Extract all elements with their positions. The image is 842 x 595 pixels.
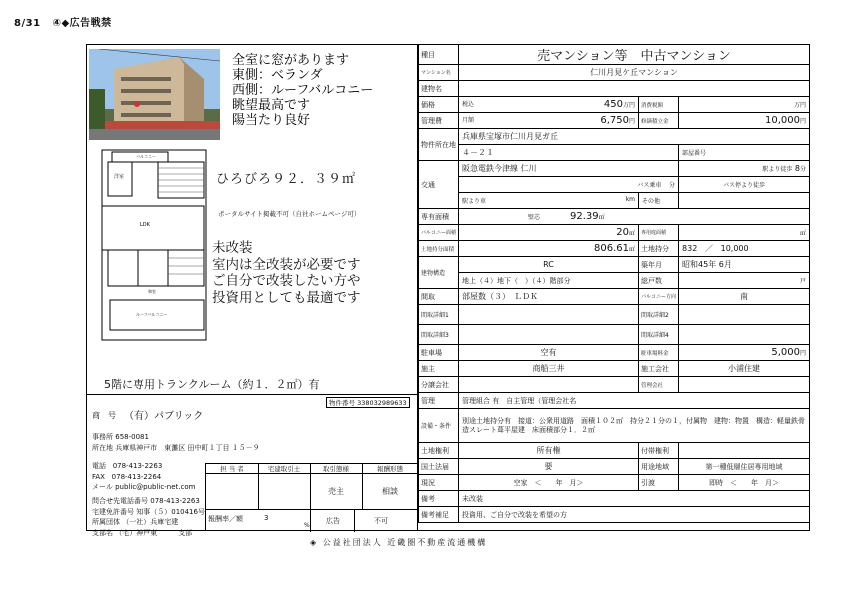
mgmt-value bbox=[600, 115, 635, 126]
detail1-label: 間取詳細1 bbox=[419, 305, 459, 325]
agent-address: 兵庫県神戸市 東灘区 田中町１丁目 １５－９ bbox=[115, 443, 260, 452]
mgmt-form-label: 管理 bbox=[419, 393, 459, 409]
feature-2: 東側：ベランダ bbox=[232, 68, 323, 83]
header-date: 8/31 bbox=[14, 18, 41, 29]
company-name: （有）パブリック bbox=[124, 411, 204, 422]
facility-value: 別途土地持分有 接道：公衆用道路 面積１０２㎡ 持分２１分の１，付属物 建物：物置 構造：軽量鉄骨造スレート葺平屋建 床面積部分１．２㎡ bbox=[459, 409, 810, 443]
detail2-cell bbox=[679, 305, 810, 325]
detail4-cell bbox=[679, 325, 810, 345]
fee-unit: % bbox=[304, 522, 310, 529]
price-prefix: 税込 bbox=[462, 101, 475, 108]
detail2-label: 間取詳細2 bbox=[639, 305, 679, 325]
builder-label: 施主 bbox=[419, 361, 459, 377]
balcony-dir: 南 bbox=[679, 289, 810, 305]
area-callout: ひろびろ９２．３９㎡ bbox=[216, 172, 357, 187]
layout-label: 間取 bbox=[419, 289, 459, 305]
builder-value: 商船三井 bbox=[459, 361, 639, 377]
manager-co-label: 管理会社 bbox=[639, 377, 679, 393]
fp-label-wa: 和室 bbox=[148, 289, 156, 294]
vline bbox=[354, 509, 355, 532]
agent-contact: 078-413-2263 bbox=[150, 496, 200, 505]
type-label: 種目 bbox=[419, 45, 459, 65]
feature-3: 西側：ルーフバルコニー bbox=[232, 83, 374, 98]
bus-stop-label: バス停より徒歩 bbox=[679, 177, 810, 193]
plan-law: 要 bbox=[459, 459, 639, 475]
area-label: 専有面積 bbox=[419, 209, 459, 225]
assoc-label: 所属団体 bbox=[92, 518, 120, 527]
agent-table bbox=[205, 463, 418, 531]
balcony-label: バルコニー面積 bbox=[419, 225, 459, 241]
detail3-label: 間取詳細3 bbox=[419, 325, 459, 345]
col-person: 担 当 者 bbox=[206, 464, 259, 474]
car-unit: km bbox=[625, 196, 636, 203]
private-label: 専用庭面積 bbox=[639, 225, 679, 241]
fp-label-west: 洋室 bbox=[114, 174, 125, 180]
landrent-label: 付帯権利 bbox=[639, 443, 679, 459]
mgmt-prefix: 月額 bbox=[462, 117, 475, 124]
mansion-name: 仁川月見ケ丘マンション bbox=[459, 65, 810, 81]
agent-mail[interactable]: public@public-net.com bbox=[115, 483, 196, 492]
detail4-label: 間取詳細4 bbox=[639, 325, 679, 345]
zone: 第一種低層住居専用地域 bbox=[679, 459, 810, 475]
trunk-room-note: 5階に専用トランクルーム（約１．２㎡）有 bbox=[104, 378, 320, 391]
hline bbox=[206, 509, 418, 510]
property-table bbox=[418, 44, 810, 523]
tel-label: 電話 bbox=[92, 462, 106, 471]
tax-label: 消費税額 bbox=[639, 97, 679, 113]
other-label: その他 bbox=[639, 193, 679, 209]
header-code: ④◆広告戦禁 bbox=[52, 18, 112, 29]
floors-value: 地上（４）地下（ ）（４）階部分 bbox=[459, 273, 639, 289]
trade-value: 売主 bbox=[328, 487, 344, 496]
mail-label: メール bbox=[92, 483, 113, 492]
contractor-value: 小浦住建 bbox=[679, 361, 810, 377]
parking-value: 空有 bbox=[459, 345, 639, 361]
delivery: 即時 ＜ 年 月＞ bbox=[679, 475, 810, 491]
company-label: 商 号 bbox=[92, 411, 116, 420]
agent-license: 知事（５）010416号 bbox=[136, 507, 205, 516]
contractor-label: 施工会社 bbox=[639, 361, 679, 377]
share-a: 832 bbox=[682, 244, 698, 253]
status-label: 現況 bbox=[419, 475, 459, 491]
col-style: 報酬形態 bbox=[362, 464, 418, 474]
loc-label: 物件所在地 bbox=[419, 129, 459, 161]
mgmt-label: 管理費 bbox=[419, 113, 459, 129]
tax-unit: 万円 bbox=[679, 97, 810, 113]
fee-value: 3 bbox=[264, 514, 269, 522]
bus-label: バス乗車 bbox=[637, 182, 662, 189]
note-label: 備考 bbox=[419, 491, 459, 507]
detail3-cell bbox=[459, 325, 639, 345]
facility-label: 設備・条件 bbox=[419, 409, 459, 443]
license-label: 宅建免許番号 bbox=[92, 507, 134, 516]
property-type: 売マンション等 中古マンション bbox=[459, 45, 810, 65]
ad-label: 広告 bbox=[326, 517, 340, 525]
land-right: 所有権 bbox=[459, 443, 639, 459]
share-label: 土地持分 bbox=[639, 241, 679, 257]
branch-label: 支部名 bbox=[92, 528, 113, 537]
remark-1: 未改装 bbox=[212, 240, 253, 256]
agent-fax: 078-413-2264 bbox=[111, 472, 162, 481]
footer-text: 公益社団法人 近畿圏不動産流通機構 bbox=[322, 538, 488, 547]
land-label: 土地持分面積 bbox=[419, 241, 459, 257]
seller-cell bbox=[459, 377, 639, 393]
footer-logo-icon: ◈ bbox=[310, 538, 319, 547]
parking-fee-unit: 円 bbox=[799, 350, 806, 357]
area-unit: ㎡ bbox=[598, 214, 605, 221]
agent-assoc: （一社）兵庫宅建 bbox=[122, 518, 179, 527]
building-label: 建物名 bbox=[419, 81, 459, 97]
address-1: 兵庫県宝塚市仁川月見ガ丘 bbox=[459, 129, 810, 145]
divider bbox=[86, 394, 418, 395]
parking-fee: 5,000 bbox=[771, 347, 800, 358]
building-name-cell bbox=[459, 81, 810, 97]
balcony-unit: ㎡ bbox=[629, 230, 636, 237]
ad-value: 不可 bbox=[374, 517, 388, 525]
traffic-label: 交通 bbox=[419, 161, 459, 209]
office-label: 事務所 bbox=[92, 433, 113, 441]
building-photo bbox=[89, 49, 220, 140]
remarks-block bbox=[212, 240, 361, 306]
status: 空家 ＜ 年 月＞ bbox=[459, 475, 639, 491]
price-number: 450 bbox=[603, 99, 624, 110]
zone-label: 用途地域 bbox=[639, 459, 679, 475]
fee-label: 報酬率／額 bbox=[208, 515, 243, 523]
kana-label: マンション名 bbox=[419, 65, 459, 81]
col-trade: 取引態様 bbox=[310, 464, 363, 474]
room-no-label: 部屋番号 bbox=[679, 145, 810, 161]
features-list bbox=[232, 53, 373, 128]
station: 阪急電鉄今津線 仁川 bbox=[459, 161, 679, 177]
seller-label: 分譲会社 bbox=[419, 377, 459, 393]
delivery-label: 引渡 bbox=[639, 475, 679, 491]
share-sep: ／ bbox=[704, 244, 713, 253]
style-value: 相談 bbox=[382, 487, 398, 496]
fp-label-ldk: LDK bbox=[140, 222, 150, 228]
remark-4: 投資用としても最適です bbox=[212, 289, 361, 306]
struct-value: RC bbox=[459, 257, 639, 273]
mgmt-form: 管理組合 有 自主管理（管理会社名 bbox=[459, 393, 810, 409]
remark-3: ご自分で改装したい方や bbox=[212, 273, 361, 289]
vline bbox=[258, 473, 259, 509]
doc-number: 物件番号 338032989633 bbox=[326, 397, 410, 408]
land-unit: ㎡ bbox=[629, 246, 636, 253]
built-label: 築年月 bbox=[639, 257, 679, 273]
layout-value: 部屋数（３） ＬＤＫ bbox=[459, 289, 639, 305]
parking-fee-label: 駐車場料金 bbox=[639, 345, 679, 361]
repair-value: 10,000 bbox=[764, 115, 800, 126]
fax-label: FAX bbox=[92, 472, 105, 481]
price-label: 価格 bbox=[419, 97, 459, 113]
units-unit: 戸 bbox=[679, 273, 810, 289]
balcony-value: 20 bbox=[616, 227, 630, 238]
parking-label: 駐車場 bbox=[419, 345, 459, 361]
note: 未改装 bbox=[459, 491, 810, 507]
office-zip: 658-0081 bbox=[115, 433, 149, 441]
landrent-cell bbox=[679, 443, 810, 459]
vline bbox=[310, 509, 311, 532]
area-prefix: 壁芯 bbox=[528, 214, 541, 221]
private-unit: ㎡ bbox=[679, 225, 810, 241]
footer-org bbox=[310, 537, 487, 548]
struct-label: 建物構造 bbox=[419, 257, 459, 289]
contact-label: 問合せ先電話番号 bbox=[92, 496, 148, 505]
land-right-label: 土地権利 bbox=[419, 443, 459, 459]
land-value: 806.61 bbox=[594, 243, 630, 254]
addr-label: 所在地 bbox=[92, 443, 113, 452]
walk-value: 8 bbox=[794, 164, 800, 173]
bus-min: 分 bbox=[669, 182, 676, 189]
agent-branch: （宅）神戸東 支部 bbox=[115, 528, 193, 537]
price-value bbox=[604, 99, 635, 110]
portal-note: ポータルサイト掲載不可（自社ホームページ可） bbox=[218, 210, 361, 218]
fp-label-balcony: バルコニー bbox=[136, 154, 156, 159]
units-label: 総戸数 bbox=[639, 273, 679, 289]
feature-1: 全室に窓があります bbox=[232, 53, 350, 68]
walk-unit: 分 bbox=[799, 166, 806, 173]
area-value: 92.39 bbox=[570, 211, 599, 222]
note2-label: 備考補足 bbox=[419, 507, 459, 523]
walk-label: 駅より徒歩 bbox=[762, 166, 793, 173]
repair-unit: 円 bbox=[799, 118, 806, 125]
car-label: 駅より車 bbox=[462, 198, 487, 205]
repair-label: 修繕積立金 bbox=[639, 113, 679, 129]
manager-co-cell bbox=[679, 377, 810, 393]
mgmt-unit: 円 bbox=[629, 118, 636, 125]
fp-label-roof: ルーフバルコニー bbox=[136, 312, 168, 317]
address-2: ４－２１ bbox=[459, 145, 679, 161]
feature-4: 眺望最高です bbox=[232, 98, 311, 113]
col-manager: 宅建取引士 bbox=[258, 464, 311, 474]
feature-5: 陽当たり良好 bbox=[232, 113, 311, 128]
agent-tel: 078-413-2263 bbox=[112, 462, 163, 471]
other-cell bbox=[679, 193, 810, 209]
detail1-cell bbox=[459, 305, 639, 325]
floor-plan bbox=[100, 148, 208, 356]
plan-law-label: 国土法届 bbox=[419, 459, 459, 475]
share-b: 10,000 bbox=[720, 244, 749, 253]
price-unit: 万円 bbox=[623, 102, 636, 109]
doc-header bbox=[14, 14, 112, 29]
balcony-dir-label: バルコニー方向 bbox=[639, 289, 679, 305]
mgmt-number: 6,750 bbox=[600, 115, 630, 126]
built-value: 昭和45年 6月 bbox=[679, 257, 810, 273]
remark-2: 室内は全改装が必要です bbox=[212, 256, 361, 273]
note2: 投資用、ご自分で改装を希望の方 bbox=[459, 507, 810, 523]
